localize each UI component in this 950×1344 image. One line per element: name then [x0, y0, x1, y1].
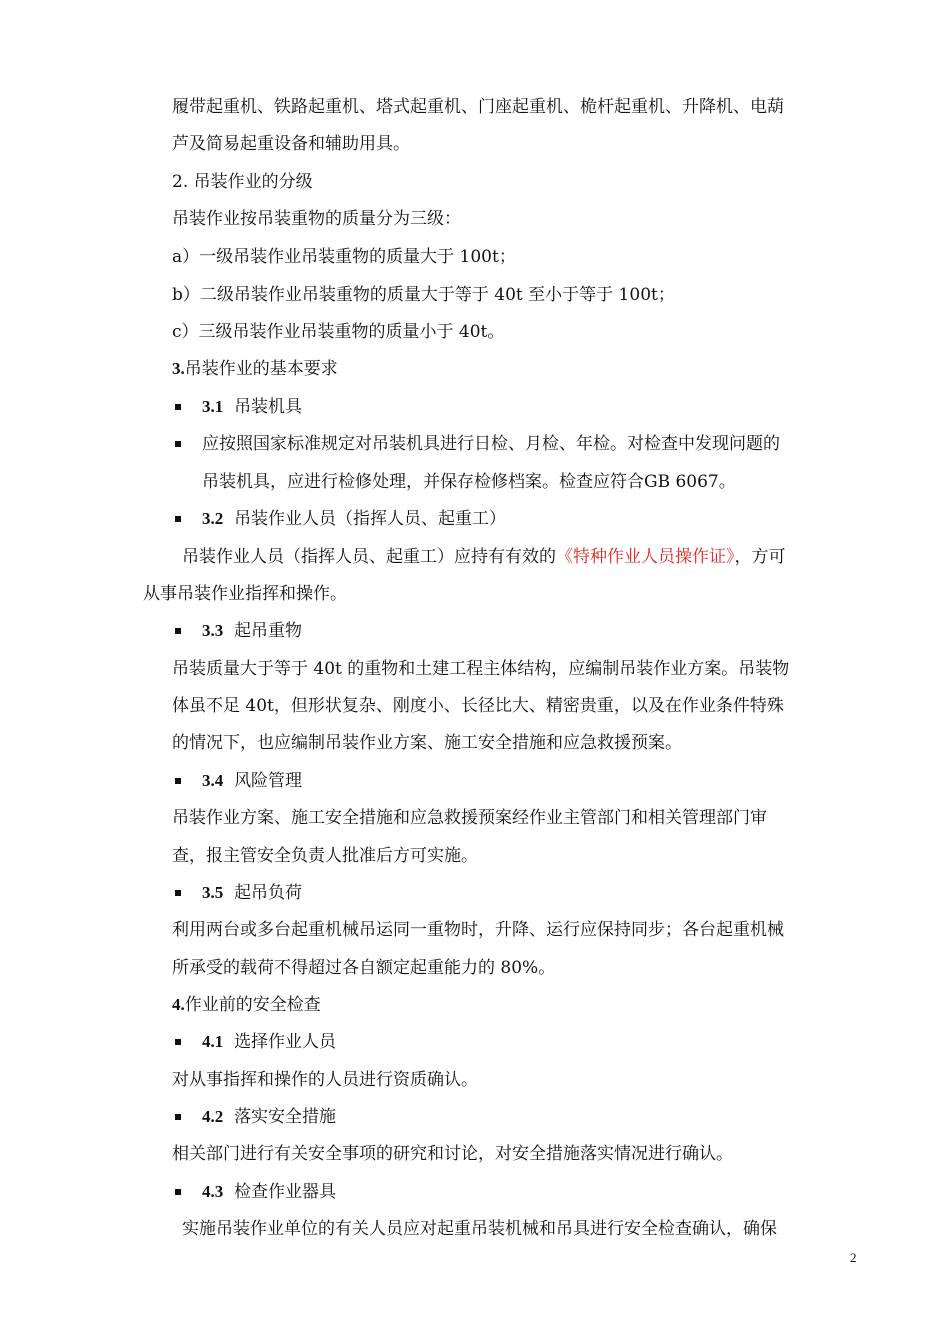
subsection-heading-3-2 [202, 507, 506, 531]
bullet-icon [175, 628, 181, 634]
paragraph-line: 吊装作业按吊装重物的质量分为三级： [172, 209, 461, 229]
paragraph-line: 吊装作业方案、施工安全措施和应急救援预案经作业主管部门和相关管理部门审 [172, 808, 767, 828]
subsection-heading-3-3 [202, 619, 302, 643]
subsection-heading-3-1 [202, 395, 302, 419]
list-item-a: a）一级吊装作业吊装重物的质量大于 100t； [172, 247, 516, 267]
subsection-title: 吊装机具 [234, 397, 303, 417]
subsection-number: 4.1 [202, 1032, 224, 1051]
subsection-number: 4.3 [202, 1182, 224, 1201]
subsection-title: 起吊负荷 [234, 883, 303, 903]
subsection-title: 吊装作业人员（指挥人员、起重工） [234, 509, 507, 529]
paragraph-line: 的情况下，也应编制吊装作业方案、施工安全措施和应急救援预案。 [172, 733, 682, 753]
heading-text: 吊装作业的基本要求 [184, 359, 338, 379]
subsection-heading-4-3 [202, 1180, 336, 1204]
paragraph-line: 利用两台或多台起重机械吊运同一重物时，升降、运行应保持同步；各台起重机械 [172, 920, 784, 940]
subsection-heading-3-4 [202, 769, 302, 793]
heading-text: 作业前的安全检查 [184, 995, 321, 1015]
subsection-title: 检查作业器具 [234, 1182, 337, 1202]
paragraph-line: 相关部门进行有关安全事项的研究和讨论，对安全措施落实情况进行确认。 [172, 1144, 733, 1164]
subsection-title: 风险管理 [234, 771, 303, 791]
paragraph-line: 吊装质量大于等于 40t 的重物和土建工程主体结构，应编制吊装作业方案。吊装物 [172, 659, 790, 679]
section-heading-4 [172, 993, 321, 1017]
bullet-icon [175, 778, 181, 784]
subsection-heading-4-2 [202, 1105, 336, 1129]
bullet-text-line: 吊装机具，应进行检修处理，并保存检修档案。检查应符合GB 6067。 [202, 472, 736, 492]
bullet-icon [175, 1114, 181, 1120]
paragraph-text: ，方可 [734, 547, 786, 567]
bullet-icon [175, 516, 181, 522]
paragraph-line [182, 545, 786, 569]
paragraph-line: 从事吊装作业指挥和操作。 [143, 584, 347, 604]
subsection-heading-4-1 [202, 1030, 336, 1054]
bullet-icon [175, 890, 181, 896]
bullet-icon [175, 1039, 181, 1045]
paragraph-line: 对从事指挥和操作的人员进行资质确认。 [172, 1070, 478, 1090]
paragraph-line: 履带起重机、铁路起重机、塔式起重机、门座起重机、桅杆起重机、升降机、电葫 [172, 97, 784, 117]
paragraph-line: 所承受的载荷不得超过各自额定起重能力的 80%。 [172, 958, 556, 978]
paragraph-line: 查，报主管安全负责人批准后方可实施。 [172, 846, 478, 866]
subsection-title: 选择作业人员 [234, 1032, 337, 1052]
bullet-text-line: 应按照国家标准规定对吊装机具进行日检、月检、年检。对检查中发现问题的 [202, 434, 780, 454]
paragraph-text: 吊装作业人员（指挥人员、起重工）应持有有效的 [182, 547, 556, 567]
page-number: 2 [850, 1250, 857, 1265]
subsection-number: 4.2 [202, 1107, 224, 1126]
subsection-heading-3-5 [202, 881, 302, 905]
bullet-icon [175, 404, 181, 410]
subsection-number: 3.1 [202, 397, 224, 416]
subsection-number: 3.2 [202, 509, 224, 528]
paragraph-line: 实施吊装作业单位的有关人员应对起重吊装机械和吊具进行安全检查确认，确保 [182, 1219, 777, 1239]
subsection-title: 起吊重物 [234, 621, 303, 641]
bullet-icon [175, 441, 181, 447]
heading-number: 3. [172, 359, 185, 378]
heading-number: 4. [172, 995, 185, 1014]
section-heading-3 [172, 357, 338, 381]
certificate-title: 《特种作业人员操作证》 [556, 547, 735, 567]
section-heading-2: 2. 吊装作业的分级 [172, 172, 313, 192]
paragraph-line: 芦及简易起重设备和辅助用具。 [172, 134, 410, 154]
bullet-icon [175, 1189, 181, 1195]
subsection-number: 3.4 [202, 771, 224, 790]
list-item-c: c）三级吊装作业吊装重物的质量小于 40t。 [172, 322, 505, 342]
subsection-title: 落实安全措施 [234, 1107, 337, 1127]
paragraph-line: 体虽不足 40t，但形状复杂、刚度小、长径比大、精密贵重，以及在作业条件特殊 [172, 696, 784, 716]
subsection-number: 3.3 [202, 621, 224, 640]
subsection-number: 3.5 [202, 883, 224, 902]
list-item-b: b）二级吊装作业吊装重物的质量大于等于 40t 至小于等于 100t； [172, 285, 675, 305]
